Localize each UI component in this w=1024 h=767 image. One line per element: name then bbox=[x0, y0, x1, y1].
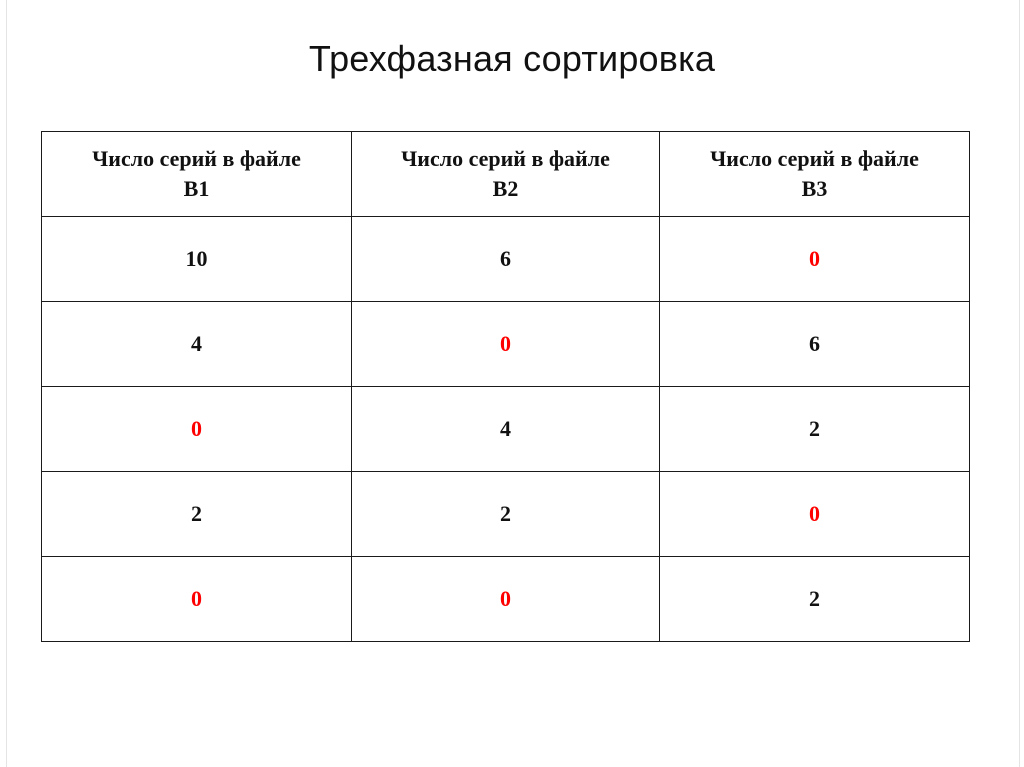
cell-b3: 6 bbox=[660, 302, 970, 387]
header-b2 bbox=[352, 132, 660, 217]
table-header-row bbox=[42, 132, 970, 217]
cell-b1: 2 bbox=[42, 472, 352, 557]
table-row bbox=[42, 387, 970, 472]
header-b3 bbox=[660, 132, 970, 217]
slide-title: Трехфазная сортировка bbox=[308, 38, 716, 79]
header-b3-line2: B3 bbox=[801, 176, 828, 201]
runs-table bbox=[41, 131, 970, 642]
cell-b3: 2 bbox=[660, 387, 970, 472]
table-row bbox=[42, 302, 970, 387]
cell-b2: 0 bbox=[352, 302, 660, 387]
cell-b3: 2 bbox=[660, 557, 970, 642]
header-b2-line1: Число серий в файле bbox=[401, 146, 610, 171]
table-row bbox=[42, 557, 970, 642]
cell-b2: 0 bbox=[352, 557, 660, 642]
cell-b1: 0 bbox=[42, 557, 352, 642]
header-b1 bbox=[42, 132, 352, 217]
header-b1-line1: Число серий в файле bbox=[92, 146, 301, 171]
cell-b3: 0 bbox=[660, 217, 970, 302]
header-b1-line2: B1 bbox=[183, 176, 210, 201]
header-b3-line1: Число серий в файле bbox=[710, 146, 919, 171]
table-row bbox=[42, 472, 970, 557]
cell-b1: 4 bbox=[42, 302, 352, 387]
cell-b1: 0 bbox=[42, 387, 352, 472]
table-row bbox=[42, 217, 970, 302]
slide-frame-right-edge bbox=[1019, 0, 1020, 767]
slide-frame-left-edge bbox=[6, 0, 7, 767]
cell-b1: 10 bbox=[42, 217, 352, 302]
header-b2-line2: B2 bbox=[492, 176, 519, 201]
cell-b2: 6 bbox=[352, 217, 660, 302]
cell-b2: 4 bbox=[352, 387, 660, 472]
cell-b3: 0 bbox=[660, 472, 970, 557]
cell-b2: 2 bbox=[352, 472, 660, 557]
